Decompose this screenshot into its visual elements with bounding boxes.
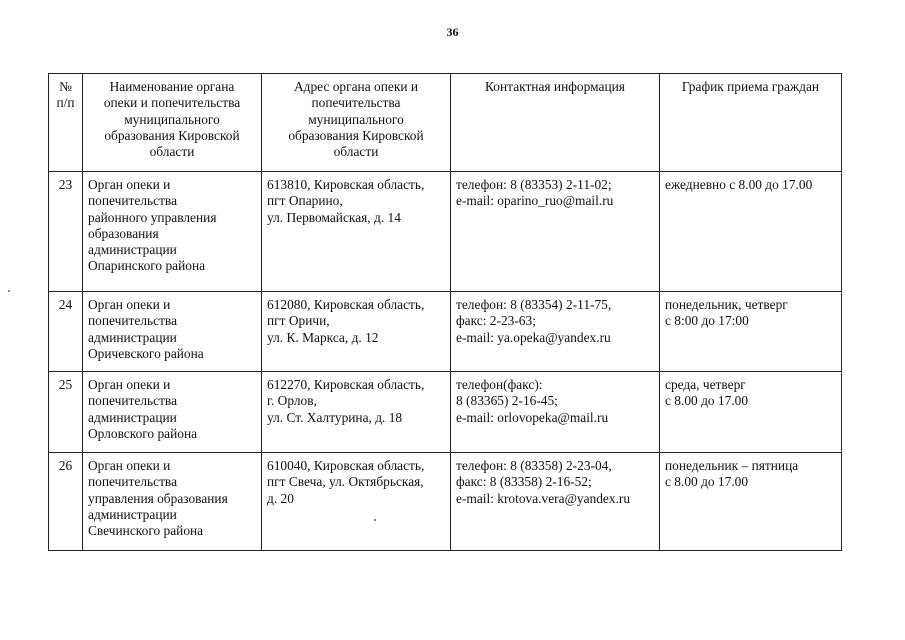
organ-name: Орган опеки и попечительства районного управления образования администрации Опаринского района bbox=[83, 172, 262, 292]
organ-name: Орган опеки и попечительства управления образования администрации Свечинского района bbox=[83, 453, 262, 551]
table-row bbox=[49, 372, 842, 453]
organ-address: 610040, Кировская область, пгт Свеча, ул. Октябрьская, д. 20 bbox=[262, 453, 451, 551]
contact-info: телефон: 8 (83353) 2-11-02; e-mail: oparino_ruo@mail.ru bbox=[451, 172, 660, 292]
organ-address: 612080, Кировская область, пгт Оричи, ул. К. Маркса, д. 12 bbox=[262, 292, 451, 372]
row-number: 25 bbox=[49, 372, 83, 453]
organ-address: 612270, Кировская область, г. Орлов, ул. Ст. Халтурина, д. 18 bbox=[262, 372, 451, 453]
organ-address: 613810, Кировская область, пгт Опарино, ул. Первомайская, д. 14 bbox=[262, 172, 451, 292]
scan-speck bbox=[8, 290, 10, 292]
header-organ-name: Наименование органа опеки и попечительства муниципального образования Кировской области bbox=[83, 74, 262, 172]
reception-schedule: среда, четверг с 8.00 до 17.00 bbox=[660, 372, 842, 453]
contact-info: телефон: 8 (83358) 2-23-04, факс: 8 (83358) 2-16-52; e-mail: krotova.vera@yandex.ru bbox=[451, 453, 660, 551]
organ-name: Орган опеки и попечительства администрации Орловского района bbox=[83, 372, 262, 453]
reception-schedule: понедельник, четверг с 8:00 до 17:00 bbox=[660, 292, 842, 372]
table-row bbox=[49, 292, 842, 372]
row-number: 23 bbox=[49, 172, 83, 292]
header-reception-schedule: График приема граждан bbox=[660, 74, 842, 172]
row-number: 26 bbox=[49, 453, 83, 551]
table-header-row bbox=[49, 74, 842, 172]
scan-speck bbox=[374, 519, 376, 521]
page-number: 36 bbox=[446, 25, 459, 39]
contact-info: телефон(факс): 8 (83365) 2-16-45; e-mail: orlovopeka@mail.ru bbox=[451, 372, 660, 453]
table-row bbox=[49, 172, 842, 292]
reception-schedule: понедельник – пятница с 8.00 до 17.00 bbox=[660, 453, 842, 551]
reception-schedule: ежедневно с 8.00 до 17.00 bbox=[660, 172, 842, 292]
header-contact-info: Контактная информация bbox=[451, 74, 660, 172]
header-number: № п/п bbox=[49, 74, 83, 172]
contact-info: телефон: 8 (83354) 2-11-75, факс: 2-23-63; e-mail: ya.opeka@yandex.ru bbox=[451, 292, 660, 372]
header-organ-address: Адрес органа опеки и попечительства муниципального образования Кировской области bbox=[262, 74, 451, 172]
guardianship-registry-table bbox=[48, 73, 842, 551]
table-row bbox=[49, 453, 842, 551]
row-number: 24 bbox=[49, 292, 83, 372]
organ-name: Орган опеки и попечительства администрации Оричевского района bbox=[83, 292, 262, 372]
